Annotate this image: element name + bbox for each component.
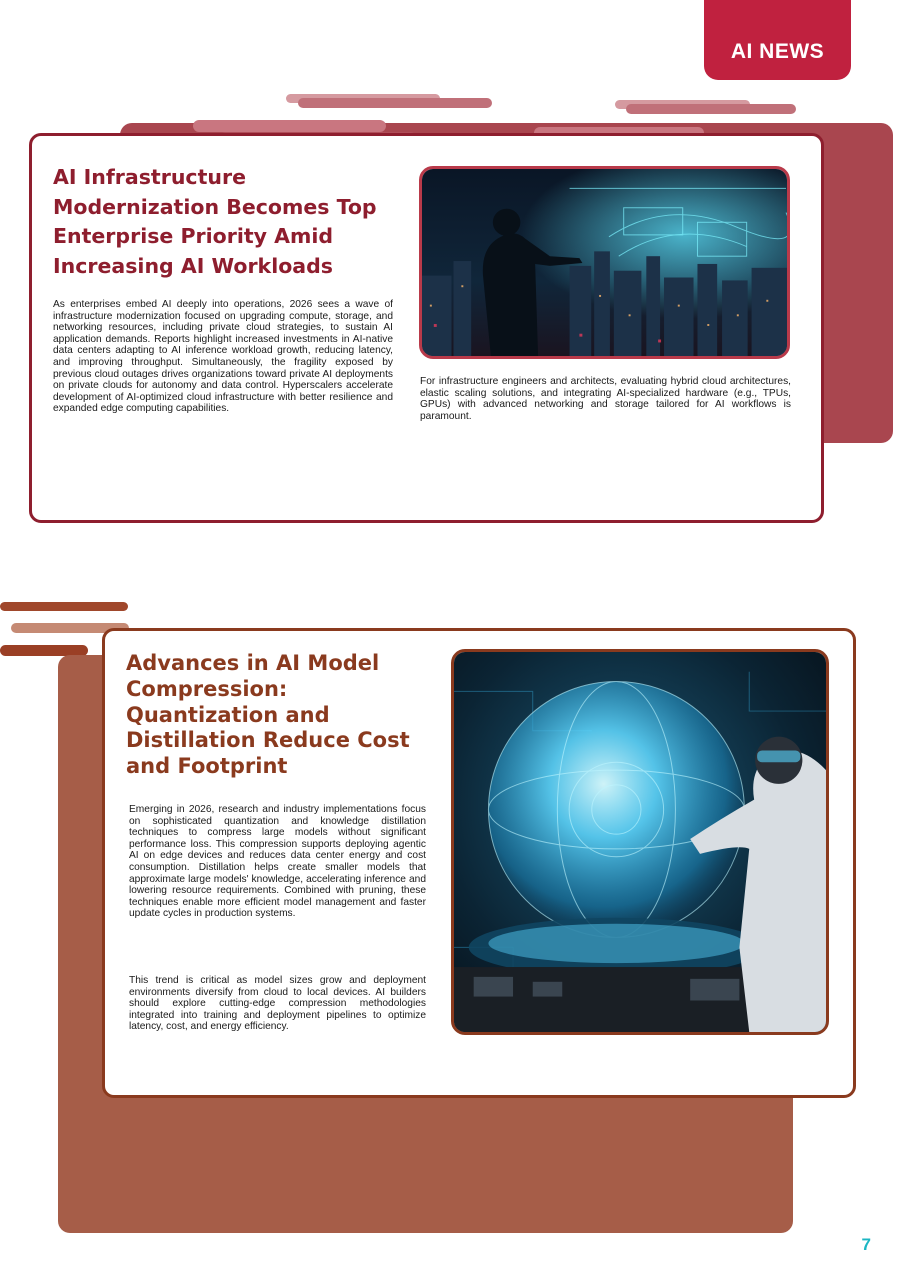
article2-paragraph-1: Emerging in 2026, research and industry implementations focus on sophisticated quantization and knowledge distillation techniques to compress large models without significant performance loss. This compression supports deploying agentic AI on edge devices and reduces data center energy and cost consumption. Distillation helps create smaller models that approximate large models' knowledge, accelerating inference and lowering resource requirements. Combined with pruning, these techniques enable more efficient model management and faster update cycles in production systems.: [129, 804, 426, 920]
page-number: 7: [861, 1235, 871, 1254]
article2-paragraph-2: This trend is critical as model sizes grow and deployment environments diversify from cloud to local devices. AI builders should explore cutting-edge compression methodologies integrated into training and deployment pipelines to optimize latency, cost, and energy efficiency.: [129, 975, 426, 1033]
article1-body: As enterprises embed AI deeply into operations, 2026 sees a wave of infrastructure modernization focused on upgrading compute, storage, and networking resources, including private cloud strategies, to sustain AI application demands. Reports highlight increased investments in AI-native data centers adapting to AI inference workload growth, reducing latency, and improving throughput. Simultaneously, the fragility exposed by previous cloud outages drives organizations toward private AI deployments on private clouds for autonomy and data control. Hyperscalers accelerate development of AI-optimized cloud infrastructure with better resilience and expanded edge computing capabilities.: [53, 299, 393, 415]
decor-stroke: [298, 98, 492, 108]
decor-stroke: [626, 104, 796, 114]
section-tag: [704, 0, 851, 80]
holographic-globe-lab-image: [451, 649, 829, 1035]
article1-title: AI Infrastructure Modernization Becomes Top Enterprise Priority Amid Increasing AI Workloads: [53, 165, 377, 278]
decor-stroke: [193, 120, 386, 132]
article2-title: Advances in AI Model Compression: Quantization and Distillation Reduce Cost and Footprint: [126, 651, 410, 779]
futuristic-city-hologram-image: [419, 166, 790, 359]
section-tag-label: AI NEWS: [730, 40, 825, 63]
decor-stroke: [0, 602, 128, 611]
article1-side-note: For infrastructure engineers and architects, evaluating hybrid cloud architectures, elastic scaling solutions, and integrating AI-specialized hardware (e.g., TPUs, GPUs) with advanced networking and storage tailored for AI workflows is paramount.: [420, 376, 791, 422]
